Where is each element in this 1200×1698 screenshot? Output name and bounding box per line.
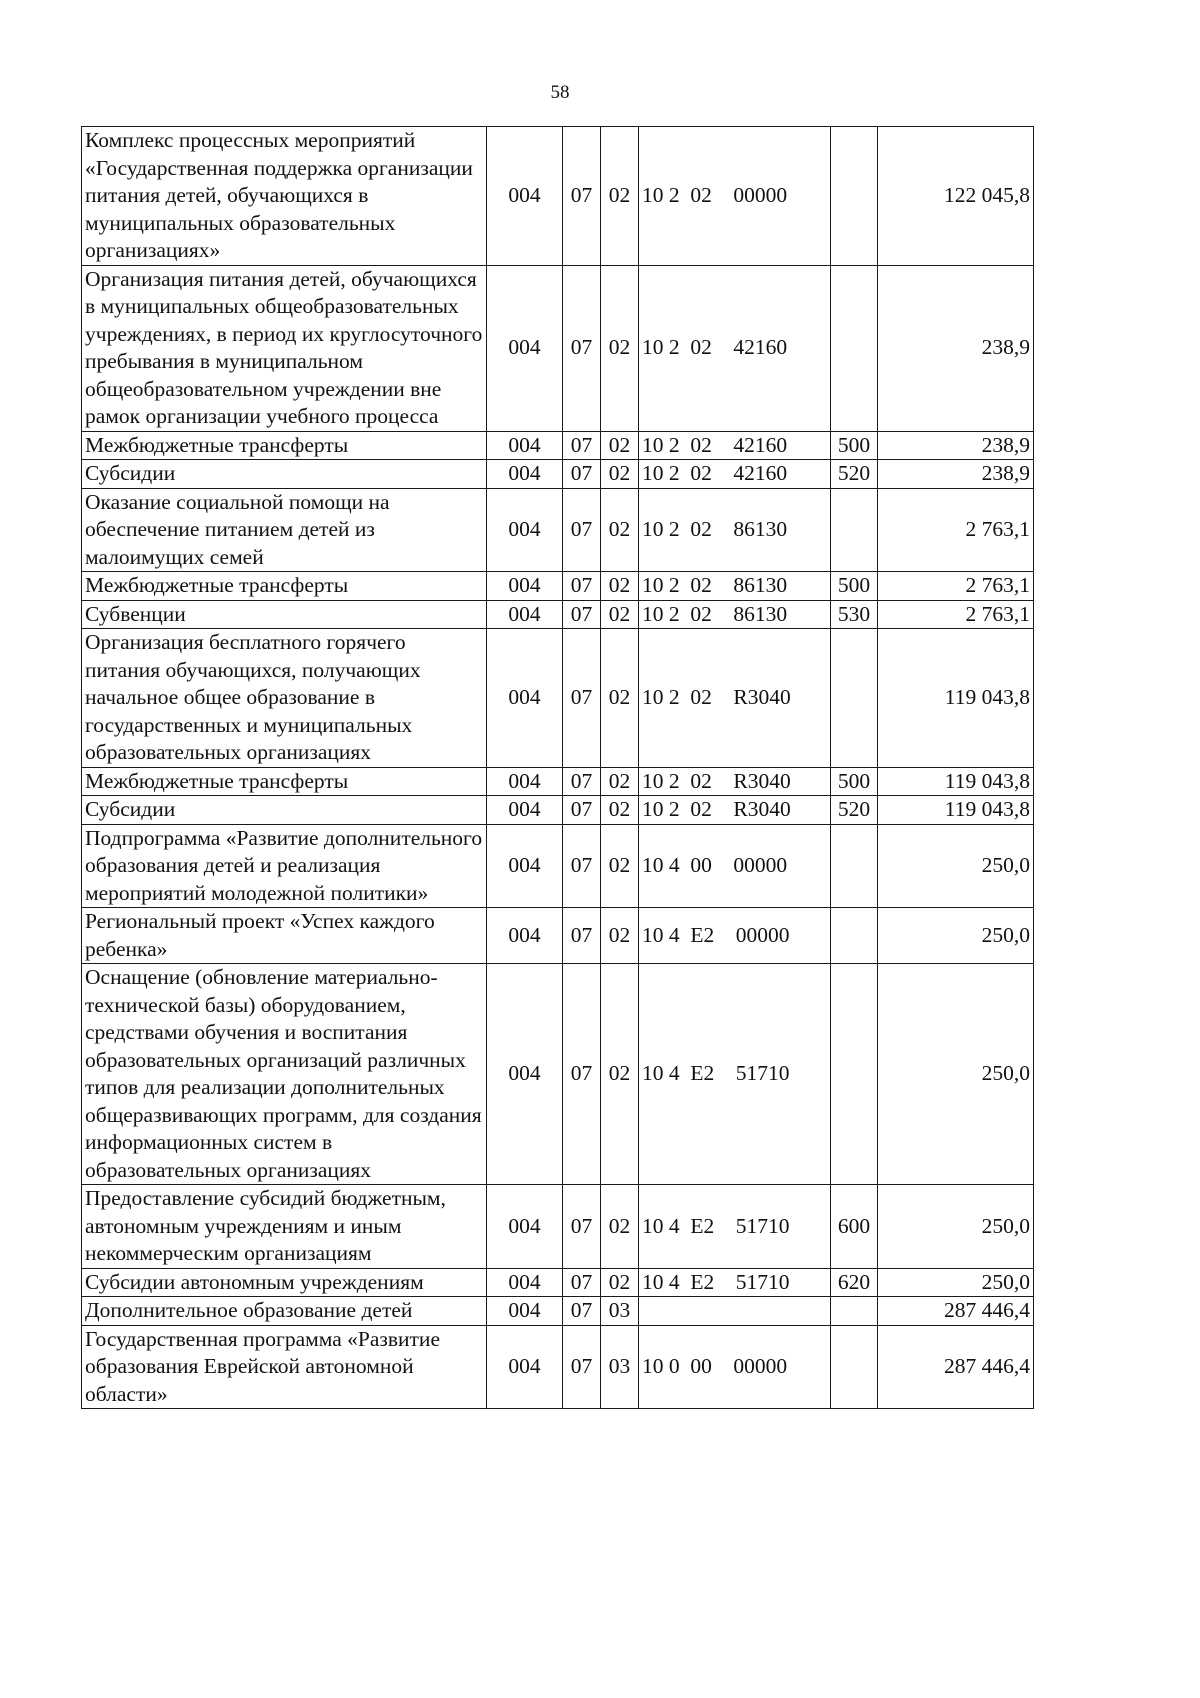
target-article-code: 10 4 E2 51710 bbox=[639, 1185, 831, 1269]
subsection-code: 02 bbox=[601, 767, 639, 796]
item-name: Организация питания детей, обучающихся в муниципальных общеобразовательных учреждениях, в период их круглосуточного пребывания в муниципальном общеобразовательном учреждении вне рамок организации учебного процесса bbox=[82, 265, 487, 431]
amount: 250,0 bbox=[878, 824, 1034, 908]
subsection-code: 02 bbox=[601, 460, 639, 489]
table-row bbox=[82, 431, 1034, 460]
expense-type-code: 500 bbox=[831, 431, 878, 460]
table-row bbox=[82, 1185, 1034, 1269]
amount: 250,0 bbox=[878, 964, 1034, 1185]
ministry-code: 004 bbox=[487, 796, 563, 825]
ministry-code: 004 bbox=[487, 488, 563, 572]
ministry-code: 004 bbox=[487, 1325, 563, 1409]
amount: 119 043,8 bbox=[878, 796, 1034, 825]
target-article-code: 10 2 02 42160 bbox=[639, 460, 831, 489]
ministry-code: 004 bbox=[487, 1268, 563, 1297]
section-code: 07 bbox=[563, 908, 601, 964]
table-row bbox=[82, 600, 1034, 629]
expense-type-code bbox=[831, 1325, 878, 1409]
ministry-code: 004 bbox=[487, 767, 563, 796]
subsection-code: 02 bbox=[601, 488, 639, 572]
section-code: 07 bbox=[563, 1325, 601, 1409]
ministry-code: 004 bbox=[487, 600, 563, 629]
target-article-code: 10 2 02 86130 bbox=[639, 600, 831, 629]
table-row bbox=[82, 629, 1034, 768]
item-name: Комплекс процессных мероприятий «Государственная поддержка организации питания детей, обучающихся в муниципальных образовательных организациях» bbox=[82, 127, 487, 266]
expense-type-code: 520 bbox=[831, 796, 878, 825]
target-article-code: 10 2 02 R3040 bbox=[639, 629, 831, 768]
expense-type-code bbox=[831, 964, 878, 1185]
expense-type-code: 620 bbox=[831, 1268, 878, 1297]
subsection-code: 02 bbox=[601, 265, 639, 431]
expense-type-code: 530 bbox=[831, 600, 878, 629]
amount: 2 763,1 bbox=[878, 600, 1034, 629]
expense-type-code bbox=[831, 1297, 878, 1326]
section-code: 07 bbox=[563, 265, 601, 431]
expense-type-code: 500 bbox=[831, 572, 878, 601]
expense-type-code bbox=[831, 908, 878, 964]
item-name: Оказание социальной помощи на обеспечение питанием детей из малоимущих семей bbox=[82, 488, 487, 572]
amount: 2 763,1 bbox=[878, 488, 1034, 572]
subsection-code: 02 bbox=[601, 600, 639, 629]
subsection-code: 02 bbox=[601, 431, 639, 460]
section-code: 07 bbox=[563, 824, 601, 908]
table-row bbox=[82, 572, 1034, 601]
amount: 238,9 bbox=[878, 460, 1034, 489]
section-code: 07 bbox=[563, 572, 601, 601]
table-row bbox=[82, 964, 1034, 1185]
amount: 287 446,4 bbox=[878, 1297, 1034, 1326]
item-name: Оснащение (обновление материально-технической базы) оборудованием, средствами обучения и воспитания образовательных организаций различных типов для реализации дополнительных общеразвивающих программ, для создания информационных систем в образовательных организациях bbox=[82, 964, 487, 1185]
item-name: Региональный проект «Успех каждого ребенка» bbox=[82, 908, 487, 964]
expense-type-code: 500 bbox=[831, 767, 878, 796]
table-row bbox=[82, 1268, 1034, 1297]
budget-table bbox=[81, 126, 1034, 1409]
table-row bbox=[82, 460, 1034, 489]
ministry-code: 004 bbox=[487, 629, 563, 768]
target-article-code: 10 4 E2 00000 bbox=[639, 908, 831, 964]
table-row bbox=[82, 767, 1034, 796]
amount: 250,0 bbox=[878, 1268, 1034, 1297]
ministry-code: 004 bbox=[487, 908, 563, 964]
item-name: Подпрограмма «Развитие дополнительного образования детей и реализация мероприятий молодежной политики» bbox=[82, 824, 487, 908]
item-name: Организация бесплатного горячего питания обучающихся, получающих начальное общее образование в государственных и муниципальных образовательных организациях bbox=[82, 629, 487, 768]
section-code: 07 bbox=[563, 1185, 601, 1269]
ministry-code: 004 bbox=[487, 1297, 563, 1326]
target-article-code: 10 2 02 R3040 bbox=[639, 796, 831, 825]
expense-type-code bbox=[831, 629, 878, 768]
item-name: Субсидии автономным учреждениям bbox=[82, 1268, 487, 1297]
target-article-code: 10 2 02 86130 bbox=[639, 572, 831, 601]
ministry-code: 004 bbox=[487, 964, 563, 1185]
item-name: Межбюджетные трансферты bbox=[82, 767, 487, 796]
ministry-code: 004 bbox=[487, 572, 563, 601]
section-code: 07 bbox=[563, 127, 601, 266]
target-article-code: 10 2 02 42160 bbox=[639, 431, 831, 460]
subsection-code: 02 bbox=[601, 908, 639, 964]
expense-type-code bbox=[831, 127, 878, 266]
subsection-code: 02 bbox=[601, 629, 639, 768]
subsection-code: 02 bbox=[601, 796, 639, 825]
amount: 250,0 bbox=[878, 908, 1034, 964]
target-article-code: 10 2 02 00000 bbox=[639, 127, 831, 266]
amount: 287 446,4 bbox=[878, 1325, 1034, 1409]
section-code: 07 bbox=[563, 767, 601, 796]
target-article-code bbox=[639, 1297, 831, 1326]
expense-type-code bbox=[831, 824, 878, 908]
ministry-code: 004 bbox=[487, 824, 563, 908]
table-row bbox=[82, 908, 1034, 964]
budget-rows bbox=[82, 127, 1034, 1409]
ministry-code: 004 bbox=[487, 431, 563, 460]
target-article-code: 10 2 02 42160 bbox=[639, 265, 831, 431]
expense-type-code bbox=[831, 488, 878, 572]
table-row bbox=[82, 488, 1034, 572]
amount: 119 043,8 bbox=[878, 767, 1034, 796]
target-article-code: 10 4 E2 51710 bbox=[639, 964, 831, 1185]
section-code: 07 bbox=[563, 964, 601, 1185]
section-code: 07 bbox=[563, 488, 601, 572]
target-article-code: 10 2 02 86130 bbox=[639, 488, 831, 572]
section-code: 07 bbox=[563, 796, 601, 825]
item-name: Субсидии bbox=[82, 796, 487, 825]
ministry-code: 004 bbox=[487, 265, 563, 431]
expense-type-code: 520 bbox=[831, 460, 878, 489]
target-article-code: 10 4 00 00000 bbox=[639, 824, 831, 908]
section-code: 07 bbox=[563, 431, 601, 460]
target-article-code: 10 2 02 R3040 bbox=[639, 767, 831, 796]
subsection-code: 02 bbox=[601, 1268, 639, 1297]
ministry-code: 004 bbox=[487, 460, 563, 489]
subsection-code: 03 bbox=[601, 1297, 639, 1326]
table-row bbox=[82, 1297, 1034, 1326]
table-row bbox=[82, 265, 1034, 431]
subsection-code: 02 bbox=[601, 127, 639, 266]
ministry-code: 004 bbox=[487, 127, 563, 266]
item-name: Субсидии bbox=[82, 460, 487, 489]
table-row bbox=[82, 127, 1034, 266]
table-row bbox=[82, 796, 1034, 825]
section-code: 07 bbox=[563, 600, 601, 629]
item-name: Предоставление субсидий бюджетным, автономным учреждениям и иным некоммерческим организациям bbox=[82, 1185, 487, 1269]
subsection-code: 02 bbox=[601, 1185, 639, 1269]
section-code: 07 bbox=[563, 1297, 601, 1326]
subsection-code: 02 bbox=[601, 572, 639, 601]
ministry-code: 004 bbox=[487, 1185, 563, 1269]
subsection-code: 02 bbox=[601, 824, 639, 908]
section-code: 07 bbox=[563, 629, 601, 768]
target-article-code: 10 4 E2 51710 bbox=[639, 1268, 831, 1297]
item-name: Межбюджетные трансферты bbox=[82, 431, 487, 460]
table-row bbox=[82, 824, 1034, 908]
amount: 122 045,8 bbox=[878, 127, 1034, 266]
amount: 250,0 bbox=[878, 1185, 1034, 1269]
expense-type-code: 600 bbox=[831, 1185, 878, 1269]
page-number: 58 bbox=[550, 82, 570, 103]
expense-type-code bbox=[831, 265, 878, 431]
amount: 238,9 bbox=[878, 265, 1034, 431]
item-name: Межбюджетные трансферты bbox=[82, 572, 487, 601]
item-name: Дополнительное образование детей bbox=[82, 1297, 487, 1326]
subsection-code: 02 bbox=[601, 964, 639, 1185]
table-row bbox=[82, 1325, 1034, 1409]
section-code: 07 bbox=[563, 1268, 601, 1297]
target-article-code: 10 0 00 00000 bbox=[639, 1325, 831, 1409]
amount: 238,9 bbox=[878, 431, 1034, 460]
subsection-code: 03 bbox=[601, 1325, 639, 1409]
amount: 119 043,8 bbox=[878, 629, 1034, 768]
item-name: Субвенции bbox=[82, 600, 487, 629]
item-name: Государственная программа «Развитие образования Еврейской автономной области» bbox=[82, 1325, 487, 1409]
amount: 2 763,1 bbox=[878, 572, 1034, 601]
section-code: 07 bbox=[563, 460, 601, 489]
